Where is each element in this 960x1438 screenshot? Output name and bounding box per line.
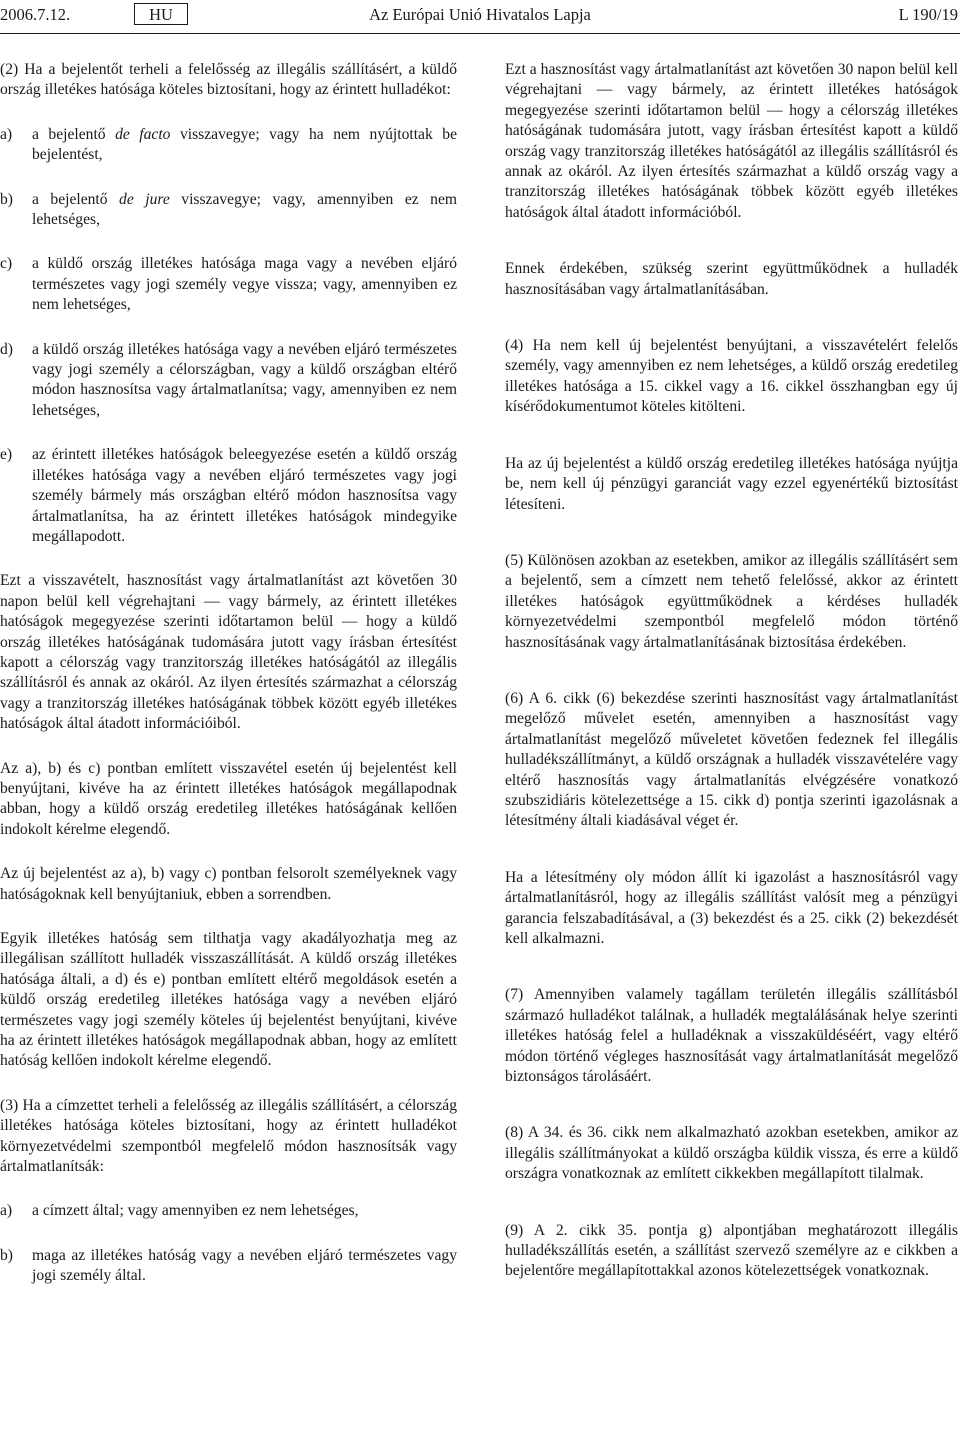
page-reference: L 190/19 [898, 5, 958, 24]
latin-term: de facto [115, 125, 171, 143]
paragraph-notification-order: Az új bejelentést az a), b) vagy c) pontban felsorolt személyeknek vagy hatóságoknak kell benyújtaniuk, ebben a sorrendben. [0, 865, 457, 903]
paragraph-return-deadline: Ezt a visszavételt, hasznosítást vagy ártalmatlanítást azt követően 30 napon belül kell végrehajtani — vagy bármely, az érintett illetékes hatóságok megegyezése szerinti időtartamon belül — hogy a küldő ország illetékes hatóságának tudomására jutott vagy írásban értesítést kapott a célország vagy tranzitország illetékes hatóságától az illegális szállításról és annak az okáról. Az ilyen értesítés származhat a célország vagy a tranzitország illetékes hatóságának többek között egyéb illetékes hatóságok által átadott információiból. [0, 572, 457, 733]
list-label: b) [0, 1246, 13, 1264]
list-item-2b [0, 190, 457, 231]
list-label: e) [0, 446, 13, 464]
list-label: c) [0, 255, 13, 273]
right-column [505, 60, 958, 1282]
paragraph-facility-certificate: Ha a létesítmény oly módon állít ki igazolást a hasznosításról vagy ártalmatlanításról, hogy az illegális szállítást valósít meg a pénzügyi garancia felszabadításával, a (3) bekezdést és a 25. cikk (2) bekezdését kell alkalmazni. [505, 868, 958, 947]
paragraph-6: (6) A 6. cikk (6) bekezdése szerinti hasznosítást vagy ártalmatlanítást megelőző művelet esetén, amennyiben a hasznosítást vagy ártalmatlanítást megelőző műveletet követően fedeznek fel illegális hulladékszállítmányt, a küldő országnak a hulladék visszavételére vagy eltérő hasznosítás vagy ártalmatlanítás elvégzésére vonatkozó szubszidiáris kötelezettsége a 15. cikk d) pontja szerinti igazolásnak a létesítmény általi kiadásával véget ér. [505, 689, 958, 830]
paragraph-8: (8) A 34. és 36. cikk nem alkalmazható azokban esetekben, amikor az illegális szállítmányokat a küldő országba küldik vissza, és erre a küldő országra vonatkoznak az említett cikkekben megállapított tilalmak. [505, 1124, 958, 1183]
paragraph-new-notification: Az a), b) és c) pontban említett visszavétel esetén új bejelentést kell benyújtani, kivéve ha az érintett illetékes hatóságok megállapodnak abban, hogy a küldő ország eredetileg illetékes hatóságának kellően indokolt kérelme elegendő. [0, 759, 457, 838]
list-text: a küldő ország illetékes hatósága maga vagy a nevében eljáró természetes vagy jogi személy vegye vissza; vagy, amennyiben ez nem lehetséges, [32, 255, 457, 314]
paragraph-9: (9) A 2. cikk 35. pontja g) alpontjában meghatározott illegális hulladékszállítás esetén, a szállítást szervező személyre az e cikkben a bejelentőre megállapítottakkal azonos kötelezettségek vonatkoznak. [505, 1221, 958, 1280]
list-label: a) [0, 125, 13, 143]
list-text: visszavegye; vagy, amennyiben ez nem lehetséges, [32, 190, 457, 229]
list-text: a küldő ország illetékes hatósága vagy a nevében eljáró természetes vagy jogi személy a célországban, vagy a küldő országban eltérő módon hasznosítsa vagy ártalmatlanítsa; vagy, amennyiben ez nem lehetséges, [32, 340, 457, 419]
paragraph-5: (5) Különösen azokban az esetekben, amikor az illegális szállításért sem a bejelentő, sem a címzett nem tehető felelőssé, akkor az érintett illetékes hatóságok együttműködnek a kérdéses hulladék környezetvédelmi szempontból megfelelő módon történő hasznosításának vagy ártalmatlanításának biztosítása érdekében. [505, 551, 958, 651]
journal-title: Az Európai Unió Hivatalos Lapja [369, 5, 591, 24]
list-text: a címzett által; vagy amennyiben ez nem lehetséges, [32, 1202, 359, 1220]
list-item-2e [0, 445, 457, 547]
language-badge: HU [134, 3, 188, 25]
paragraph-3-intro: (3) Ha a címzettet terheli a felelősség az illegális szállításért, a célország illetékes hatósága köteles biztosítani, hogy az érintett hulladékot környezetvédelmi szempontból megfelelő módon hasznosítsák vagy ártalmatlanítsák: [0, 1096, 457, 1176]
paragraph-cooperation: Ennek érdekében, szükség szerint együttműködnek a hulladék hasznosításában vagy ártalmatlanításában. [505, 260, 958, 298]
paragraph-4: (4) Ha nem kell új bejelentést benyújtani, a visszavételért felelős személy, vagy amennyiben ez nem lehetséges, a küldő ország eredetileg illetékes hatósága a 15. cikkel vagy a 16. cikkel összhangban egy új kísérődokumentumot köteles kitölteni. [505, 337, 958, 416]
list-item-3a [0, 1201, 457, 1221]
publication-date: 2006.7.12. [0, 5, 71, 24]
list-label: b) [0, 190, 13, 208]
header-divider [0, 33, 960, 34]
paragraph-no-obstruction: Egyik illetékes hatóság sem tilthatja vagy akadályozhatja meg az illegálisan szállított hulladék visszaszállítását. A küldő ország illetékes hatósága általi, a d) és e) pontban említett eltérő megoldások esetén a küldő ország eredetileg illetékes hatósága vagy a nevében eljáró természetes vagy jogi személy köteles új bejelentést benyújtani, kivéve ha az érintett illetékes hatóságok megállapodnak abban, hogy az említett hatóság kellően indokolt kérelme elegendő. [0, 930, 457, 1070]
list-item-2c [0, 254, 457, 315]
list-label: a) [0, 1202, 13, 1220]
paragraph-2-intro: (2) Ha a bejelentőt terheli a felelősség az illegális szállításért, a küldő ország illetékes hatósága köteles biztosítani, hogy az érintett hulladékot: [0, 61, 457, 99]
list-item-3b [0, 1246, 457, 1287]
paragraph-financial-guarantee: Ha az új bejelentést a küldő ország eredetileg illetékes hatósága nyújtja be, nem kell új pénzügyi garanciát vagy ezzel egyenértékű biztosítást létesíteni. [505, 454, 958, 513]
list-text: az érintett illetékes hatóságok beleegyezése esetén a küldő ország illetékes hatósága vagy a nevében eljáró természetes vagy jogi személy bármely más országban eltérő módon hasznosítsa vagy ártalmatlanítsa, ha az érintett illetékes hatóságok mindegyike megállapodott. [32, 446, 457, 545]
paragraph-recovery-deadline: Ezt a hasznosítást vagy ártalmatlanítást azt követően 30 napon belül kell végrehajtani — vagy bármely, az érintett illetékes hatóságok megegyezése szerinti időtartamon belül — hogy a célország illetékes hatóságának tudomására jutott, vagy írásban értesítést kapott a küldő ország vagy tranzitország illetékes hatóságától az illegális szállításról és annak az okáról. Az ilyen értesítés származhat a küldő ország vagy a tranzitország illetékes hatóságának többek között egyéb illetékes hatóságok által átadott információból. [505, 61, 958, 221]
list-item-2d [0, 340, 457, 422]
left-column [0, 60, 457, 1287]
list-text: maga az illetékes hatóság vagy a nevében eljáró természetes vagy jogi személy által. [32, 1246, 457, 1285]
latin-term: de jure [119, 190, 170, 208]
paragraph-7: (7) Amennyiben valamely tagállam területén illegális szállításból származó hulladékot találnak, a hulladék megtalálásának helye szerinti illetékes hatóság felel a hulladéknak a visszaküldéséért, vagy eltérő módon történő végleges hasznosítását vagy ártalmatlanítását megelőző biztonságos tárolásáért. [505, 986, 958, 1086]
list-text: a bejelentő [32, 125, 116, 143]
list-label: d) [0, 340, 13, 358]
list-text: visszavegye; vagy ha nem nyújtottak be bejelentést, [32, 125, 457, 164]
list-text: a bejelentő [32, 190, 120, 208]
list-item-2a [0, 125, 457, 166]
page-header [0, 0, 960, 34]
